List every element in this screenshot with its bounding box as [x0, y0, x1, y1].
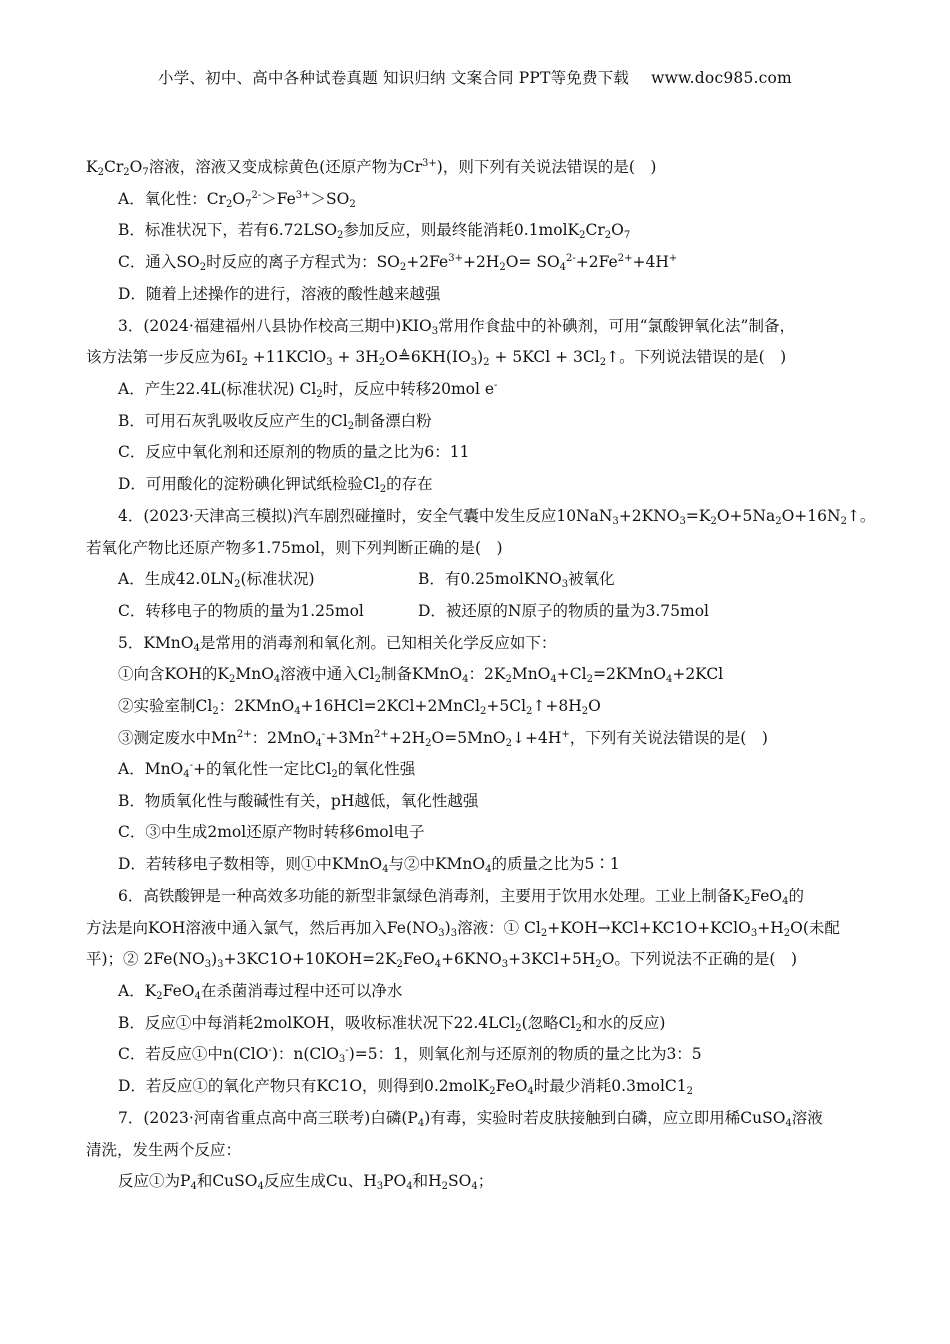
option-d: D．可用酸化的淀粉碘化钾试纸检验$Cl_2$的存在: [118, 475, 433, 495]
question-6: 6．高铁酸钾是一种高效多功能的新型非氯绿色消毒剂，主要用于饮用水处理。工业上制备$K_2FeO_4$的: [118, 887, 805, 907]
header-text: 小学、初中、高中各种试卷真题 知识归纳 文案合同 PPT等免费下载: [158, 69, 630, 87]
option-b: B．可用石灰乳吸收反应产生的$Cl_2$制备漂白粉: [118, 412, 432, 432]
option-c: C．若反应①中n(ClO-)：n(ClO$_3$-)=5：1，则氧化剂与还原剂的物质的量之比为3：5: [118, 1045, 702, 1065]
option-d: D．被还原的N原子的物质的量为3.75mol: [418, 602, 709, 620]
header-url[interactable]: www.doc985.com: [651, 69, 792, 87]
option-d: D．随着上述操作的进行，溶液的酸性越来越强: [118, 285, 441, 303]
option-a: A．产生22.4L(标准状况) $Cl_2$时，反应中转移20mol e-: [118, 380, 498, 400]
reaction-3: ③测定废水中$Mn^{2+}$：$2MnO_4^-+3Mn^{2+}+2H_2O=5MnO_2↓+4H^+$，下列有关说法错误的是( ): [118, 729, 768, 749]
option-d: D．若转移电子数相等，则①中KMnO$_4$与②中KMnO$_4$的质量之比为5∶1: [118, 855, 620, 875]
text-line: $K_2Cr_2O_7$溶液，溶液又变成棕黄色(还原产物为$Cr^{3+}$)，则下列有关说法错误的是( ): [86, 158, 657, 178]
option-b: B．标准状况下，若有$6.72LSO_2$参加反应，则最终能消耗$0.1molK_2Cr_2O_7$: [118, 221, 631, 241]
question-4-line2: 若氧化产物比还原产物多1.75mol，则下列判断正确的是( ): [86, 539, 503, 557]
question-4: 4．(2023·天津高三模拟)汽车剧烈碰撞时，安全气囊中发生反应$10NaN_3+2KNO_3=K_2O+5Na_2O+16N_2↑$。: [118, 507, 876, 527]
option-c: C．转移电子的物质的量为1.25mol: [118, 602, 364, 620]
question-6-line3: 平)；② $2Fe(NO_3)_3+3KC1O+10KOH=2K_2FeO_4+6KNO_3+3KCl+5H_2O$。下列说法不正确的是( ): [86, 950, 798, 970]
option-c: C．通入$SO_2$时反应的离子方程式为：$SO_2+2Fe^{3+}+2H_2O= SO_4^{2-}+2Fe^{2+}+4H^+$: [118, 253, 678, 273]
option-a: A．$K_2FeO_4$在杀菌消毒过程中还可以净水: [118, 982, 403, 1002]
option-b: B．有0.25molKNO$_3$被氧化: [418, 570, 615, 590]
option-c: C．反应中氧化剂和还原剂的物质的量之比为6：11: [118, 443, 470, 461]
question-7-line2: 清洗，发生两个反应：: [86, 1141, 242, 1159]
question-3: 3．(2024·福建福州八县协作校高三期中)$KIO_3$常用作食盐中的补碘剂，可用“氯酸钾氧化法”制备，: [118, 317, 795, 337]
option-d: D．若反应①的氧化产物只有KC1O，则得到0.2molK$_2$FeO$_4$时最少消耗$0.3molC1_2$: [118, 1077, 694, 1097]
option-a: A．氧化性：$Cr_2O_7^{2-}>Fe^{3+}>SO_2$: [118, 190, 356, 210]
question-3-line2: 该方法第一步反应为$6I_2$ +11KClO$_3$ + $3H_2O≜6KH(IO_3)_2 + 5KCl$ + $3Cl_2↑$。下列说法错误的是( ): [86, 348, 787, 368]
question-7-line3: 反应①为$P_4$和CuSO$_4$反应生成Cu、$H_3PO_4$和$H_2SO_4$；: [118, 1172, 494, 1192]
question-7: 7．(2023·河南省重点高中高三联考)白磷$(P_4)$有毒，实验时若皮肤接触到白磷，应立即用稀CuSO$_4$溶液: [118, 1109, 823, 1129]
option-c: C．③中生成2mol还原产物时转移6mol电子: [118, 823, 425, 841]
question-5: 5．KMnO$_4$是常用的消毒剂和氧化剂。已知相关化学反应如下：: [118, 634, 557, 654]
reaction-2: ②实验室制$Cl_2$：$2KMnO_4+16HCl=2KCl+2MnCl_2+5Cl_2↑+8H_2O$: [118, 697, 601, 717]
option-a: A．MnO$_4$-+的氧化性一定比$Cl_2$的氧化性强: [118, 760, 416, 780]
page-header: [0, 66, 950, 88]
reaction-1: ①向含KOH的$K_2MnO_4$溶液中通入$Cl_2$制备KMnO$_4$：$2K_2MnO_4+Cl_2=2KMnO_4+2KCl$: [118, 665, 724, 685]
question-6-line2: 方法是向KOH溶液中通入氯气，然后再加入$Fe(NO_3)_3$溶液：① $Cl_2+KOH\to KCl+KC1O+KClO_3+H_2O$(未配: [86, 919, 840, 939]
option-a: A．生成$42.0LN_2$(标准状况): [118, 570, 315, 590]
option-b: B．反应①中每消耗2molKOH，吸收标准状况下22.4LCl$_2$(忽略$Cl_2$和水的反应): [118, 1014, 666, 1034]
option-b: B．物质氧化性与酸碱性有关，pH越低，氧化性越强: [118, 792, 479, 810]
